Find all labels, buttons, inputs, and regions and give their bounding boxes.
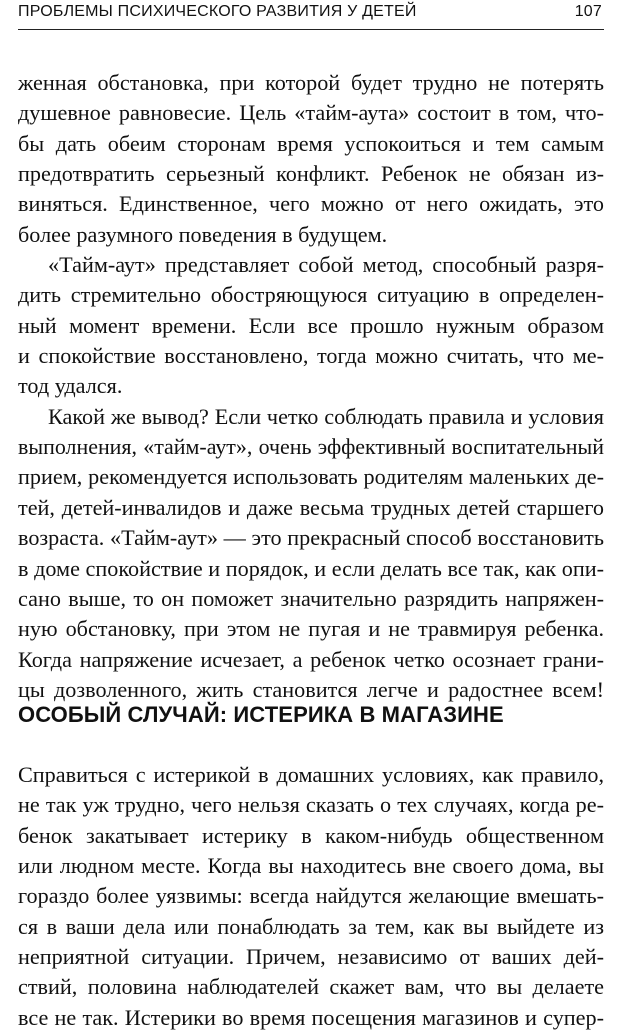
body-text-section — [18, 760, 604, 1033]
text-line: бенок закатывает истерику в каком-нибудь общественном — [18, 822, 604, 848]
text-line: Какой же вывод? Если четко соблюдать правила и условия — [48, 403, 604, 429]
text-line: более разумного поведения в будущем. — [18, 221, 388, 247]
text-line: не так уж трудно, чего нельзя сказать о тех случаях, когда ре- — [18, 792, 604, 818]
running-header — [18, 0, 604, 30]
text-line: цы дозволенного, жить становится легче и радостнее всем! — [18, 676, 604, 702]
text-line: виняться. Единственное, чего можно от него ожидать, это — [18, 191, 604, 217]
text-line: в доме спокойствие и порядок, и если делать все так, как опи- — [18, 555, 604, 581]
text-line: выполнения, «тайм-аут», очень эффективный воспитательный — [18, 434, 604, 460]
body-text-top — [18, 68, 604, 705]
text-line: гораздо более уязвимы: всегда найдутся желающие вмешать- — [18, 883, 604, 909]
text-line: ный момент времени. Если все прошло нужным образом — [18, 312, 604, 338]
text-line: или людном месте. Когда вы находитесь вне своего дома, вы — [18, 853, 604, 879]
text-line: тод удался. — [18, 373, 123, 399]
text-line: тей, детей-инвалидов и даже весьма трудных детей старшего — [18, 494, 604, 520]
text-line: Когда напряжение исчезает, а ребенок четко осознает грани- — [18, 646, 604, 672]
text-line: бы дать обеим сторонам время успокоиться и тем самым — [18, 130, 604, 156]
running-header-title: ПРОБЛЕМЫ ПСИХИЧЕСКОГО РАЗВИТИЯ У ДЕТЕЙ — [18, 3, 417, 20]
text-line: неприятной ситуации. Причем, независимо от ваших дей- — [18, 944, 604, 970]
text-line: женная обстановка, при которой будет трудно не потерять — [18, 70, 604, 95]
text-line: «Тайм-аут» представляет собой метод, способный разря- — [48, 252, 604, 278]
text-line: душевное равновесие. Цель «тайм-аута» состоит в том, что- — [18, 100, 604, 126]
text-line: ся в ваши дела или понаблюдать за тем, как вы выйдете из — [18, 913, 604, 939]
text-line: возраста. «Тайм-аут» — это прекрасный способ восстановить — [18, 525, 604, 551]
section-heading: ОСОБЫЙ СЛУЧАЙ: ИСТЕРИКА В МАГАЗИНЕ — [18, 702, 504, 727]
text-line: Справиться с истерикой в домашних условиях, как правило, — [18, 762, 604, 787]
text-line: все не так. Истерики во время посещения магазинов и супер- — [18, 1004, 604, 1030]
text-line: ную обстановку, при этом не пугая и не травмируя ребенка. — [18, 616, 604, 642]
page-number: 107 — [574, 3, 602, 20]
text-line: предотвратить серьезный конфликт. Ребенок не обязан из- — [18, 161, 604, 187]
text-line: прием, рекомендуется использовать родителям маленьких де- — [18, 464, 604, 490]
text-line: и спокойствие восстановлено, тогда можно считать, что ме- — [18, 343, 604, 369]
text-line: сано выше, то он поможет значительно разрядить напряжен- — [18, 585, 604, 611]
text-line: ствий, половина наблюдателей скажет вам, что вы делаете — [18, 974, 604, 1000]
text-line: дить стремительно обостряющуюся ситуацию в определен- — [18, 282, 604, 308]
